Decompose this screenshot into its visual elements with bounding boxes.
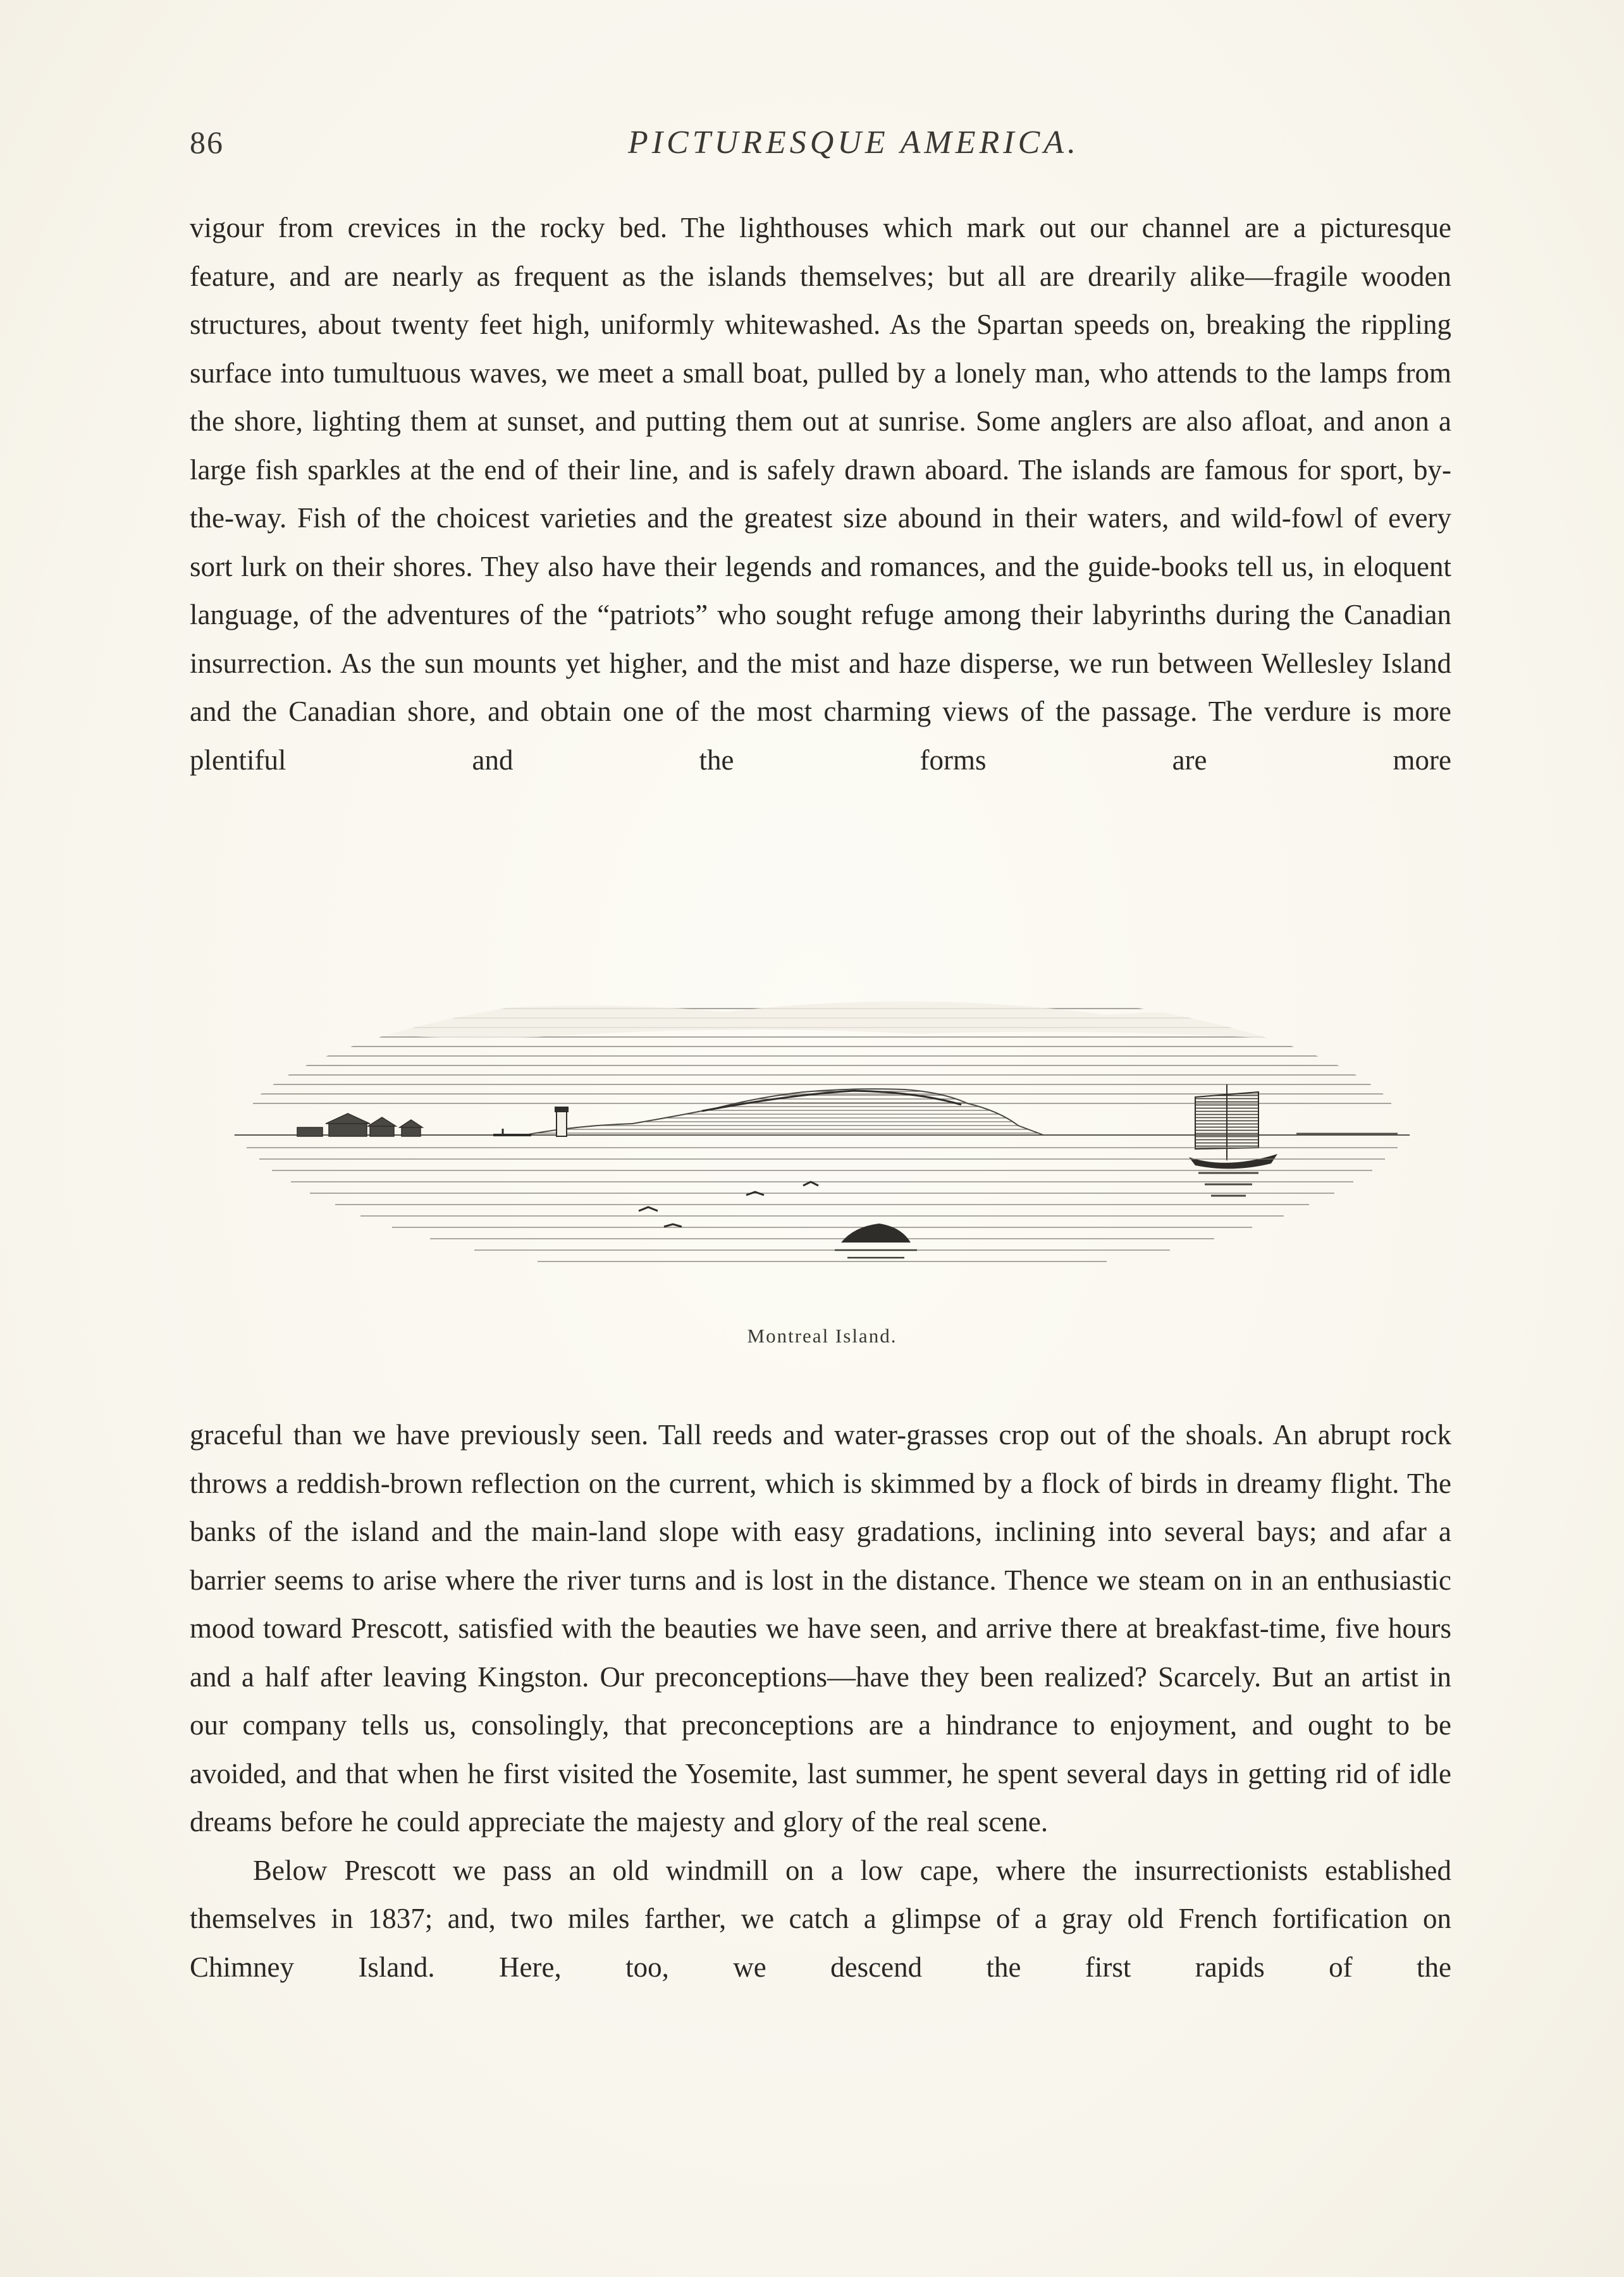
engraving-figure: [221, 945, 1423, 1299]
running-title: PICTURESQUE AMERICA.: [627, 125, 1080, 161]
paragraph-upper: vigour from crevices in the rocky bed. The lighthouses which mark out our channel are a picturesque feature, and are nearly as frequent as the islands themselves; but all are drearily alike—fragile wooden structures, about twenty feet high, uniformly whitewashed. As the Spartan speeds on, breaking the rippling surface into tumultuous waves, we meet a small boat, pulled by a lonely man, who attends to the lamps from the shore, lighting them at sunset, and putting them out at sunrise. Some anglers are also afloat, and anon a large fish sparkles at the end of their line, and is safely drawn aboard. The islands are famous for sport, by-the-way. Fish of the choicest varieties and the greatest size abound in their waters, and wild-fowl of every sort lurk on their shores. They also have their legends and romances, and the guide-books tell us, in eloquent language, of the adventures of the “patriots” who sought refuge among their labyrinths during the Canadian insurrection. As the sun mounts yet higher, and the mist and haze disperse, we run between Wellesley Island and the Canadian shore, and obtain one of the most charming views of the passage. The verdure is more plentiful and the forms are more: [190, 212, 1451, 776]
lake-island-engraving: [221, 945, 1423, 1299]
figure-caption: Montreal Island.: [747, 1325, 897, 1347]
page-number: 86: [190, 125, 224, 160]
lower-text-block: [190, 1411, 1451, 1991]
paragraph-lower-1: graceful than we have previously seen. Tall reeds and water-grasses crop out of the shoals. An abrupt rock throws a reddish-brown reflection on the current, which is skimmed by a flock of birds in dreamy flight. The banks of the island and the main-land slope with easy gradations, inclining into several bays; and afar a barrier seems to arise where the river turns and is lost in the distance. Thence we steam on in an enthusiastic mood toward Prescott, satisfied with the beauties we have seen, and arrive there at breakfast-time, five hours and a half after leaving Kingston. Our preconceptions—have they been realized? Scarcely. But an artist in our company tells us, consolingly, that preconceptions are a hindrance to enjoyment, and ought to be avoided, and that when he first visited the Yosemite, last summer, he spent several days in getting rid of idle dreams before he could appreciate the majesty and glory of the real scene.: [190, 1419, 1451, 1838]
paragraph-lower-2: Below Prescott we pass an old windmill on a low cape, where the insurrectionists established themselves in 1837; and, two miles farther, we catch a glimpse of a gray old French fortification on Chimney Island. Here, too, we descend the first rapids of the: [190, 1854, 1451, 1983]
upper-text-block: [190, 204, 1451, 784]
